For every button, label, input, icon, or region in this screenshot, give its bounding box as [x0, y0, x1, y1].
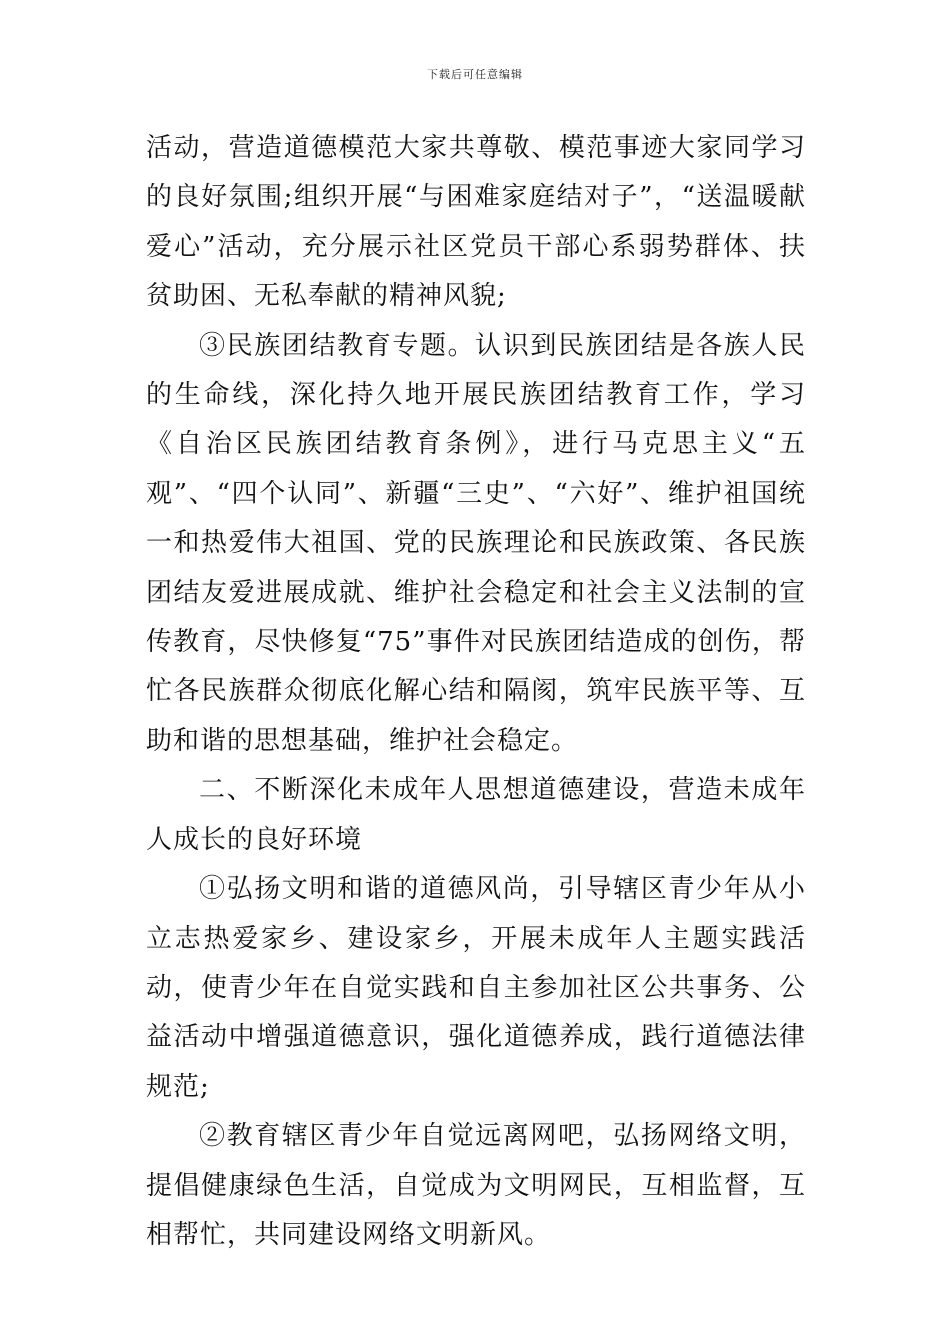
paragraph-internet-civility: ②教育辖区青少年自觉远离网吧，弘扬网络文明，提倡健康绿色生活，自觉成为文明网民，互相监督，互相帮忙，共同建设网络文明新风。 — [146, 1121, 806, 1250]
paragraph-civilized-harmony: ①弘扬文明和谐的道德风尚，引导辖区青少年从小立志热爱家乡、建设家乡，开展未成年人主题实践活动，使青少年在自觉实践和自主参加社区公共事务、公益活动中增强道德意识，强化道德养成，践行道德法律规范; — [146, 874, 806, 1102]
paragraph-ethnic-unity-education: ③民族团结教育专题。认识到民族团结是各族人民的生命线，深化持久地开展民族团结教育工作，学习《自治区民族团结教育条例》，进行马克思主义“五观”、“四个认同”、新疆“三史”、“六好”、维护祖国统一和热爱伟大祖国、党的民族理论和民族政策、各民族团结友爱进展成就、维护社会稳定和社会主义法制的宣传教育，尽快修复“75”事件对民族团结造成的创伤，帮忙各民族群众彻底化解心结和隔阂，筑牢民族平等、互助和谐的思想基础，维护社会稳定。 — [146, 330, 806, 756]
section-heading-minors-moral-development: 二、不断深化未成年人思想道德建设，营造未成年人成长的良好环境 — [146, 775, 806, 855]
document-body — [146, 124, 806, 1260]
page-header: 下载后可任意编辑 — [427, 68, 523, 81]
paragraph-activities: 活动，营造道德模范大家共尊敬、模范事迹大家同学习的良好氛围;组织开展“与困难家庭结对子”，“送温暖献爱心”活动，充分展示社区党员干部心系弱势群体、扶贫助困、无私奉献的精神风貌; — [146, 133, 806, 312]
